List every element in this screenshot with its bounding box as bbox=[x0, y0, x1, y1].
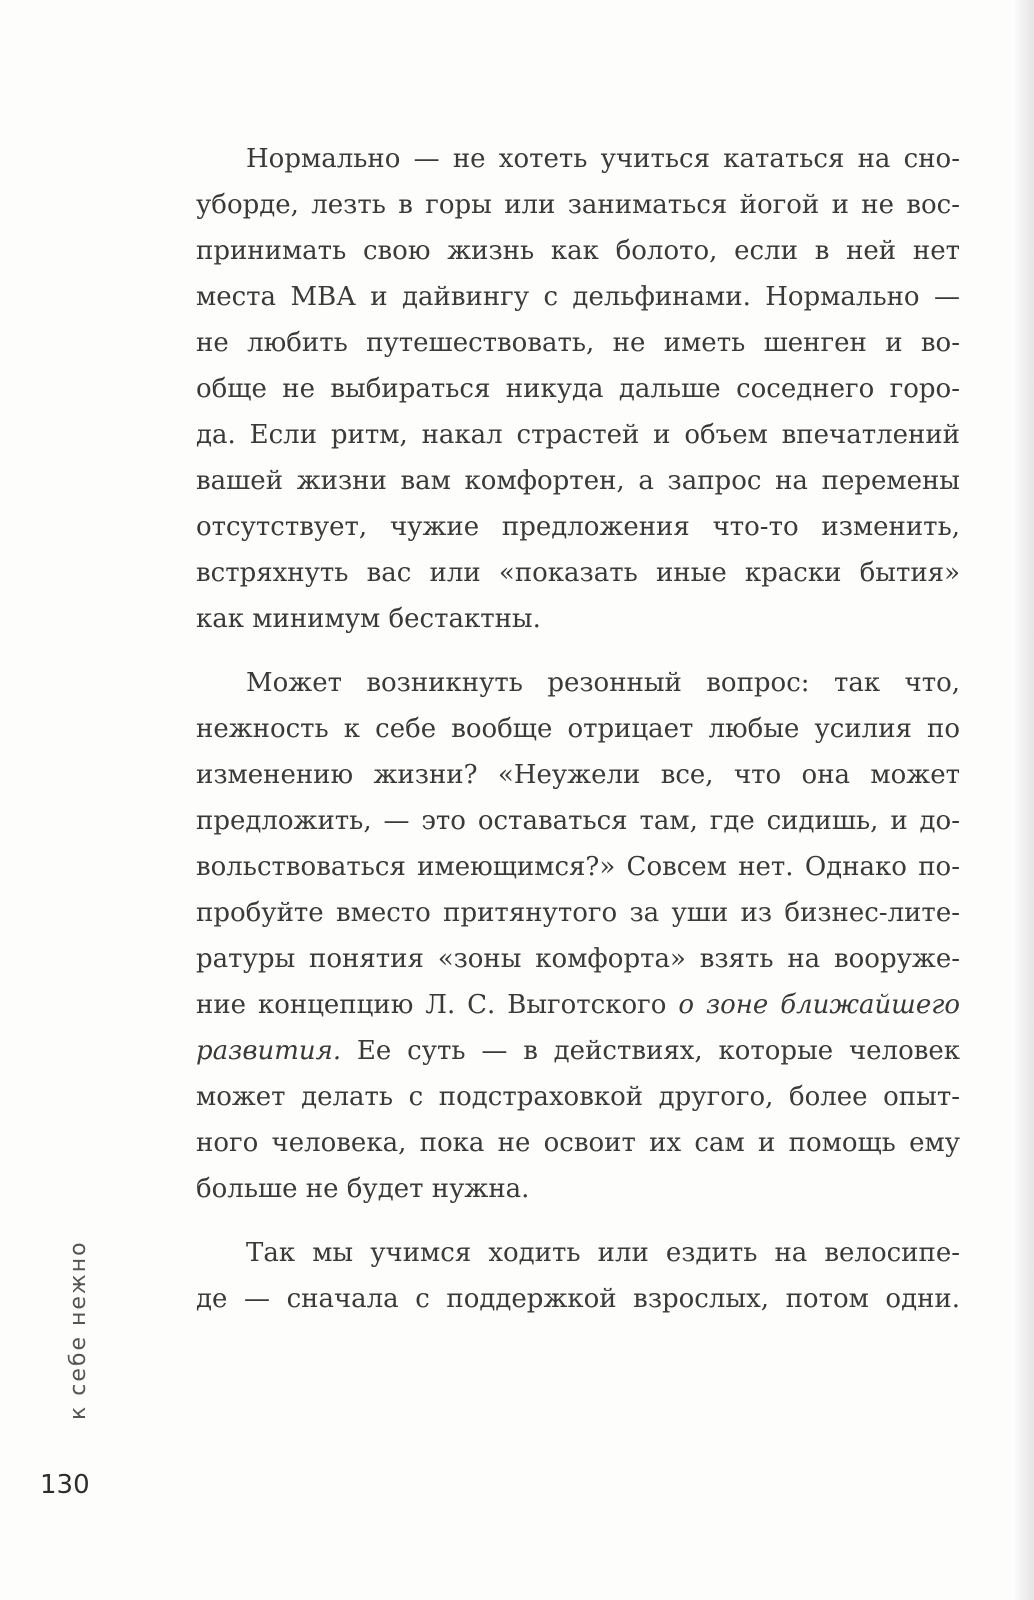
italic-term: развития. bbox=[196, 1036, 342, 1066]
text-line: места МВА и дайвингу с дельфинами. Нормально — bbox=[196, 282, 960, 312]
running-head: к себе нежно bbox=[66, 1240, 91, 1420]
text-line: нежность к себе вообще отрицает любые усилия по bbox=[196, 714, 960, 744]
text-line: может делать с подстраховкой другого, более опыт- bbox=[196, 1082, 960, 1112]
text-line: Нормально — не хотеть учиться кататься на сно- bbox=[246, 144, 960, 174]
text-segment: ние концепцию Л. С. Выготского bbox=[196, 990, 679, 1020]
page-edge bbox=[1012, 0, 1034, 1600]
text-line: Так мы учимся ходить или ездить на велосипе- bbox=[246, 1238, 960, 1268]
text-segment: Ее суть — в действиях, которые человек bbox=[341, 1036, 960, 1066]
text-line: уборде, лезть в горы или заниматься йогой и не вос- bbox=[196, 190, 960, 220]
text-line: вашей жизни вам комфортен, а запрос на перемены bbox=[196, 466, 960, 496]
paragraph-2 bbox=[196, 660, 960, 1212]
text-line: как минимум бестактны. bbox=[196, 604, 541, 634]
text-line: не любить путешествовать, не иметь шенген и во- bbox=[196, 328, 960, 358]
text-line: Может возникнуть резонный вопрос: так что, bbox=[246, 668, 960, 698]
text-line: да. Если ритм, накал страстей и объем впечатлений bbox=[196, 420, 960, 450]
text-line: принимать свою жизнь как болото, если в ней нет bbox=[196, 236, 960, 266]
text-line: отсутствует, чужие предложения что-то изменить, bbox=[196, 512, 960, 542]
text-line: обще не выбираться никуда дальше соседнего горо- bbox=[196, 374, 960, 404]
text-line: вольствоваться имеющимся?» Совсем нет. Однако по- bbox=[196, 852, 960, 882]
paragraph-1 bbox=[196, 136, 960, 642]
text-line: ратуры понятия «зоны комфорта» взять на вооруже- bbox=[196, 944, 960, 974]
text-line: встряхнуть вас или «показать иные краски бытия» bbox=[196, 558, 960, 588]
text-line: больше не будет нужна. bbox=[196, 1174, 530, 1204]
paragraph-3 bbox=[196, 1230, 960, 1322]
text-line: де — сначала с поддержкой взрослых, потом одни. bbox=[196, 1284, 960, 1314]
text-line-mixed bbox=[196, 1028, 960, 1074]
page-number: 130 bbox=[40, 1470, 90, 1500]
body-text bbox=[196, 136, 960, 1340]
text-line: пробуйте вместо притянутого за уши из бизнес-лите- bbox=[196, 898, 960, 928]
text-line: ного человека, пока не освоит их сам и помощь ему bbox=[196, 1128, 960, 1158]
text-line-mixed bbox=[196, 982, 960, 1028]
text-line: предложить, — это оставаться там, где сидишь, и до- bbox=[196, 806, 960, 836]
italic-term: о зоне ближайшего bbox=[678, 990, 960, 1020]
text-line: изменению жизни? «Неужели все, что она может bbox=[196, 760, 960, 790]
